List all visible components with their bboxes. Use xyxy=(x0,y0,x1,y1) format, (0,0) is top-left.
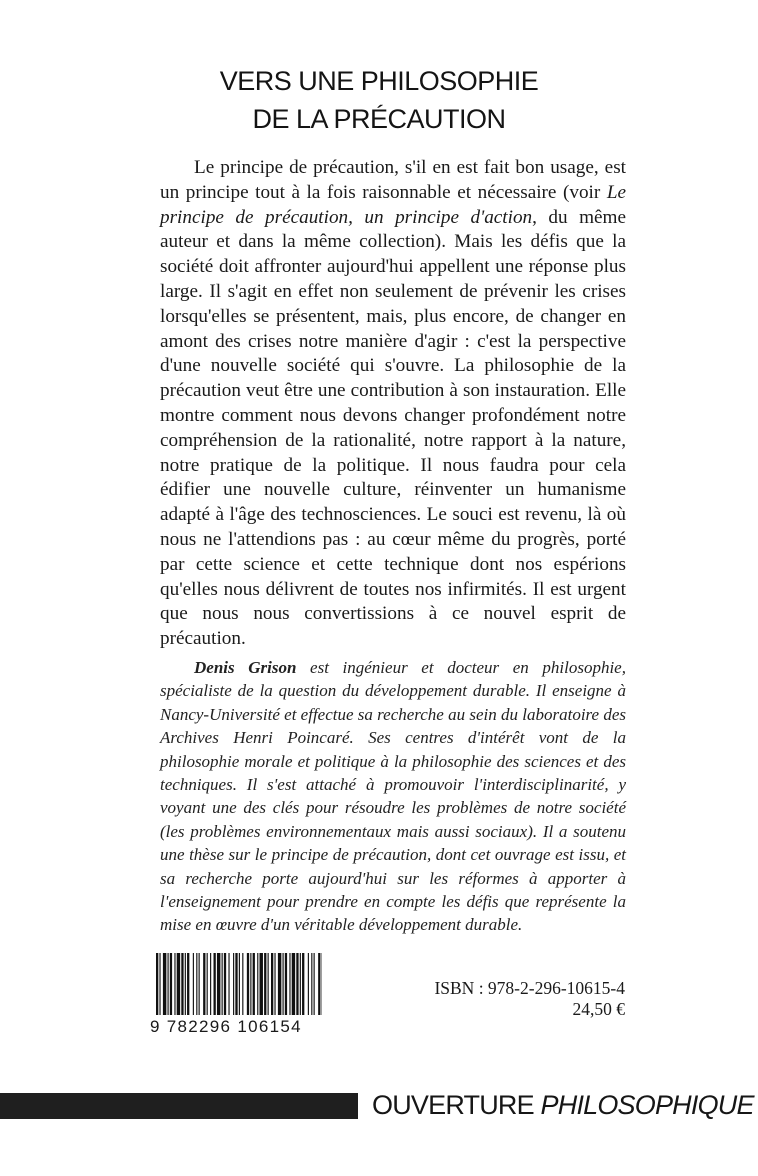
price: 24,50 € xyxy=(572,999,625,1019)
title-line-2: DE LA PRÉCAUTION xyxy=(252,104,506,134)
collection-name xyxy=(372,1086,754,1124)
summary-paragraph xyxy=(160,156,626,652)
barcode xyxy=(150,953,324,1037)
author-name: Denis Grison xyxy=(194,658,297,677)
summary-text-2: , du même auteur et dans la même collection). Mais les défis que la société doit affronter aujourd'hui appellent une réponse plus large. Il s'agit en effet non seulement de prévenir les crises lorsqu'elles se présentent, mais, plus encore, de changer en amont des crises notre manière d'agir : c'est la perspective d'une nouvelle société qui s'ouvre. La philosophie de la précaution veut être une contribution à son instauration. Elle montre comment nous devons changer profondément notre compréhension de la rationalité, notre rapport à la nature, notre pratique de la politique. Il nous faudra pour cela édifier une nouvelle culture, réinventer un humanisme adapté à l'âge des technosciences. Le souci est revenu, là où nous ne l'attendions pas : au cœur même du progrès, porté par cette science et cette technique dont nos espérions qu'elles nous délivrent de toutes nos infirmités. Il est urgent que nous nous convertissions à ce nouvel esprit de précaution. xyxy=(160,206,626,650)
title-line-1: VERS UNE PHILOSOPHIE xyxy=(219,66,539,96)
isbn: ISBN : 978-2-296-10615-4 xyxy=(434,978,625,998)
referenced-book-title: Le principe de précaution, un principe d'action xyxy=(160,181,626,228)
collection-band xyxy=(0,1093,358,1119)
collection-word-1: OUVERTURE xyxy=(372,1090,541,1120)
barcode-digits: 9 782296 106154 xyxy=(150,1017,302,1036)
summary-text-1: Le principe de précaution, s'il en est fait bon usage, est un principe tout à la fois raisonnable et nécessaire (voir xyxy=(160,157,626,203)
collection-word-2: PHILOSOPHIQUE xyxy=(540,1090,754,1120)
author-bio-text: est ingénieur et docteur en philosophie, spécialiste de la question du développement durable. Il enseigne à Nancy-Université et effectue sa recherche au sein du laboratoire des Archives Henri Poincaré. Ses centres d'intérêt vont de la philosophie morale et politique à la philosophie des sciences et des techniques. Il s'est attaché à promouvoir l'interdisciplinarité, y voyant une des clés pour résoudre les problèmes de notre société (les problèmes environnementaux mais aussi sociaux). Il a soutenu une thèse sur le principe de précaution, dont cet ouvrage est issu, et sa recherche porte aujourd'hui sur les réformes à apporter à l'enseignement pour prendre en compte les défis que représente la mise en œuvre d'un véritable développement durable. xyxy=(160,658,626,935)
book-title xyxy=(0,62,758,138)
author-bio xyxy=(160,656,626,937)
barcode-bars xyxy=(156,953,322,1015)
